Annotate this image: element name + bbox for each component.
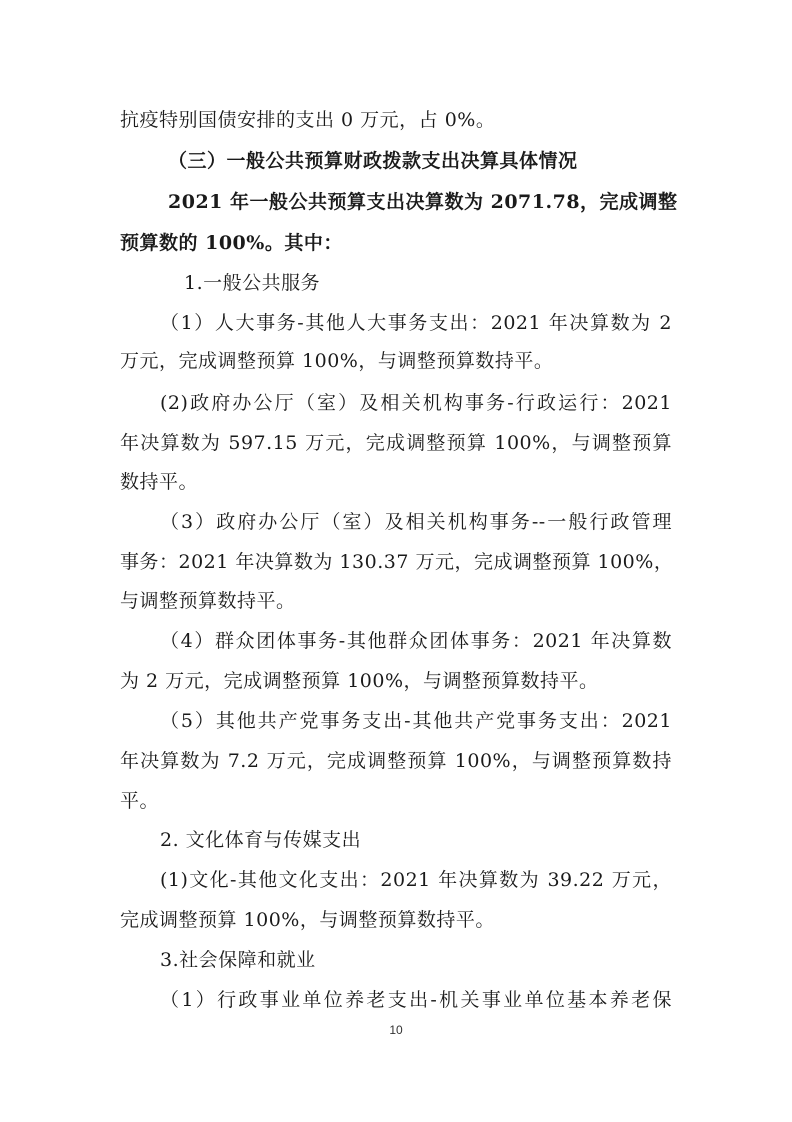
paragraph-line: （1）行政事业单位养老支出-机关事业单位基本养老保 bbox=[160, 989, 672, 1011]
paragraph-line: 万元，完成调整预算 100%，与调整预算数持平。 bbox=[120, 350, 554, 372]
paragraph-line: （5）其他共产党事务支出-其他共产党事务支出：2021 bbox=[160, 710, 672, 732]
subsection-heading: 2. 文化体育与传媒支出 bbox=[160, 829, 362, 851]
paragraph-line: 平。 bbox=[120, 790, 160, 812]
subsection-heading: 3.社会保障和就业 bbox=[160, 949, 316, 971]
paragraph-line: 预算数的 100%。其中： bbox=[120, 232, 343, 254]
paragraph-line: 完成调整预算 100%，与调整预算数持平。 bbox=[120, 909, 495, 931]
paragraph-line: (1)文化-其他文化支出：2021 年决算数为 39.22 万元， bbox=[160, 869, 672, 891]
paragraph-line: 2021 年一般公共预算支出决算数为 2071.78，完成调整 bbox=[168, 191, 678, 213]
subsection-heading: 1.一般公共服务 bbox=[184, 272, 321, 294]
paragraph-line: 为 2 万元，完成调整预算 100%，与调整预算数持平。 bbox=[120, 670, 599, 692]
section-heading: （三）一般公共预算财政拨款支出决算具体情况 bbox=[168, 150, 578, 172]
paragraph-line: 事务：2021 年决算数为 130.37 万元，完成调整预算 100%， bbox=[120, 551, 674, 573]
paragraph-line: 年决算数为 597.15 万元，完成调整预算 100%，与调整预算 bbox=[120, 432, 672, 454]
paragraph-line: （1）人大事务-其他人大事务支出：2021 年决算数为 2 bbox=[160, 312, 672, 334]
paragraph-line: 与调整预算数持平。 bbox=[120, 590, 296, 612]
paragraph-line: 年决算数为 7.2 万元，完成调整预算 100%，与调整预算数持 bbox=[120, 750, 672, 772]
paragraph-line: （3）政府办公厅（室）及相关机构事务--一般行政管理 bbox=[160, 511, 672, 533]
paragraph-line: 抗疫特别国债安排的支出 0 万元，占 0%。 bbox=[120, 109, 496, 131]
page-number: 10 bbox=[389, 1023, 403, 1037]
paragraph-line: （4）群众团体事务-其他群众团体事务：2021 年决算数 bbox=[160, 630, 672, 652]
paragraph-line: 数持平。 bbox=[120, 471, 199, 493]
paragraph-line: (2)政府办公厅（室）及相关机构事务-行政运行：2021 bbox=[160, 392, 672, 414]
